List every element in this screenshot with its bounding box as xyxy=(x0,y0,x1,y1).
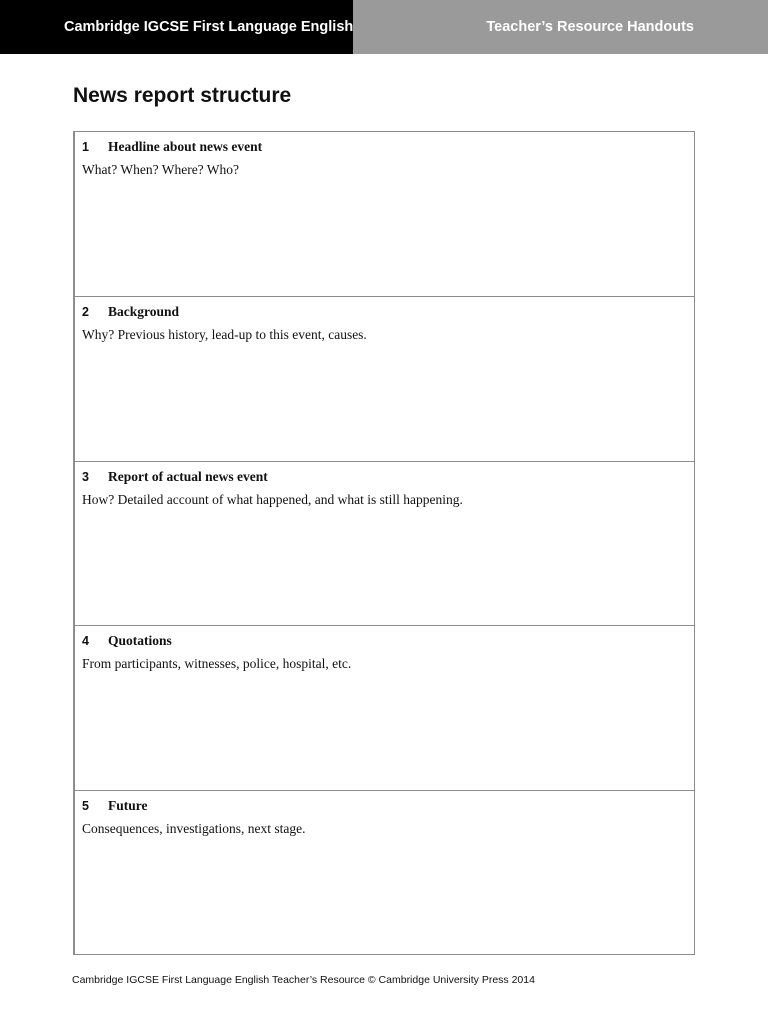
section-number: 2 xyxy=(82,304,89,319)
section-description: What? When? Where? Who? xyxy=(82,162,240,177)
section-description: Consequences, investigations, next stage. xyxy=(82,821,306,837)
section-heading-text: Headline about news event xyxy=(108,139,263,154)
section-description: From participants, witnesses, police, hospital, etc. xyxy=(82,656,352,672)
section-number: 4 xyxy=(82,634,89,649)
section-row-2 xyxy=(75,297,694,462)
section-heading-text: Future xyxy=(108,798,148,814)
section-row-3 xyxy=(75,462,694,627)
section-number: 1 xyxy=(82,140,89,154)
section-heading-text: Report of actual news event xyxy=(108,468,268,484)
section-number: 3 xyxy=(82,469,89,484)
page-header xyxy=(0,0,768,54)
header-resource-title: Teacher’s Resource Handouts xyxy=(353,0,768,54)
section-heading xyxy=(82,633,172,649)
structure-table xyxy=(73,131,695,955)
section-description: Why? Previous history, lead-up to this event, causes. xyxy=(82,326,367,342)
section-description: How? Detailed account of what happened, and what is still happening. xyxy=(82,491,463,507)
section-row-5 xyxy=(75,791,694,956)
section-row-4 xyxy=(75,626,694,791)
header-course-title: Cambridge IGCSE First Language English xyxy=(0,0,353,54)
page-title: News report structure xyxy=(73,84,292,107)
section-heading xyxy=(82,469,268,485)
section-number: 5 xyxy=(82,799,89,814)
section-heading xyxy=(82,304,179,320)
section-heading xyxy=(82,798,148,814)
section-heading-text: Background xyxy=(108,303,180,319)
section-heading xyxy=(82,139,262,155)
section-heading-text: Quotations xyxy=(108,633,172,649)
page-footer: Cambridge IGCSE First Language English Teacher’s Resource © Cambridge University Press 2014 xyxy=(72,974,535,986)
section-row-1 xyxy=(75,132,694,297)
